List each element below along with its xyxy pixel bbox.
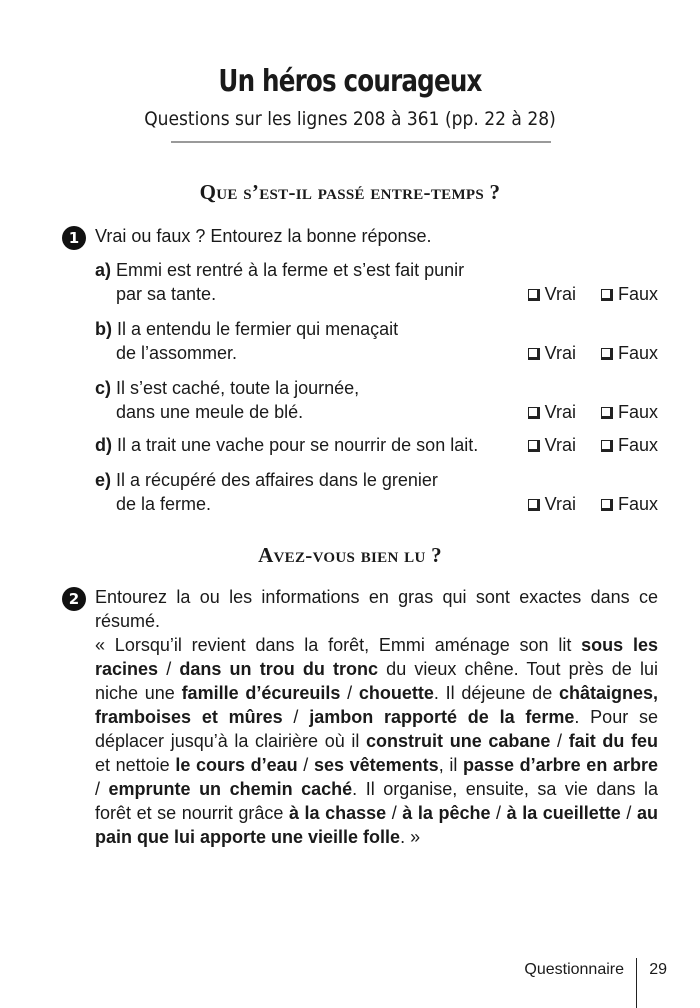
question-1-prompt: Vrai ou faux ? Entourez la bonne réponse. [95, 226, 432, 246]
summary-segment: . » [400, 827, 421, 847]
bold-option[interactable]: construit une cabane [366, 731, 551, 751]
summary-segment: « Lorsqu’il revient dans la forêt, Emmi aménage son lit [95, 635, 582, 655]
question-1-item-e [95, 468, 660, 516]
summary-segment: / [620, 803, 637, 823]
summary-segment: / [340, 683, 359, 703]
summary-segment: . Il déjeune de [433, 683, 559, 703]
item-text-line2: de la ferme. [116, 494, 212, 514]
question-1-item-d [95, 433, 660, 457]
page-footer [500, 958, 700, 1008]
bold-option[interactable]: à la cueillette [506, 803, 621, 823]
page-number: 29 [649, 961, 667, 978]
item-text-line1: Il s’est caché, toute la journée, [116, 378, 360, 398]
bold-option[interactable]: chouette [358, 683, 434, 703]
option-faux-c[interactable]: Faux [601, 400, 658, 424]
summary-text [95, 633, 658, 849]
option-faux-d[interactable]: Faux [601, 433, 658, 457]
bold-option[interactable]: ses vêtements [313, 755, 439, 775]
question-1-item-c [95, 376, 660, 424]
page-subtitle: Questions sur les lignes 208 à 361 (pp. 22 à 28) [144, 108, 556, 130]
bold-option[interactable]: à la chasse [288, 803, 387, 823]
item-text-line2: dans une meule de blé. [116, 402, 304, 422]
footer-label: Questionnaire [524, 961, 624, 978]
checkbox-icon[interactable] [528, 440, 540, 452]
summary-segment: du vieux chêne. Tout près de lui niche une [95, 659, 658, 703]
summary-segment: / [386, 803, 403, 823]
summary-segment: / [95, 779, 109, 799]
checkbox-icon[interactable] [528, 499, 540, 511]
item-text-line1: Il a entendu le fermier qui menaçait [117, 319, 399, 339]
checkbox-icon[interactable] [528, 407, 540, 419]
summary-segment: / [550, 731, 569, 751]
item-text-line1: Il a récupéré des affaires dans le grenier [116, 470, 438, 490]
item-letter: a) [95, 260, 112, 280]
bold-option[interactable]: châtaignes, framboises et mûres [95, 683, 658, 727]
question-1-item-a [95, 258, 660, 306]
bold-option[interactable]: à la pêche [402, 803, 491, 823]
option-faux-e[interactable]: Faux [601, 492, 658, 516]
checkbox-icon[interactable] [528, 289, 540, 301]
bold-option[interactable]: au pain que lui apporte une vieille folle [95, 803, 658, 847]
checkbox-icon[interactable] [601, 499, 613, 511]
summary-segment: , il [438, 755, 463, 775]
checkbox-icon[interactable] [528, 348, 540, 360]
summary-segment: . Pour se déplacer jusqu’à la clairière où il [95, 707, 658, 751]
summary-segment: / [490, 803, 507, 823]
question-2-body [95, 585, 658, 849]
item-letter: b) [95, 319, 112, 339]
item-text-line1: Emmi est rentré à la ferme et s’est fait punir [116, 260, 465, 280]
bold-option[interactable]: passe d’arbre en arbre [462, 755, 658, 775]
bold-option[interactable]: le cours d’eau [175, 755, 298, 775]
item-letter: e) [95, 470, 112, 490]
section-heading-2: Avez-vous bien lu ? [258, 543, 442, 567]
option-faux-a[interactable]: Faux [601, 282, 658, 306]
bold-option[interactable]: sous les racines [95, 635, 658, 679]
item-letter: d) [95, 435, 112, 455]
option-vrai-a[interactable]: Vrai [528, 282, 576, 306]
checkbox-icon[interactable] [601, 289, 613, 301]
summary-segment: . Il organise, ensuite, sa vie dans la forêt et se nourrit grâce [95, 779, 658, 823]
item-text-line2: de l’assommer. [116, 343, 238, 363]
section-heading-1: Que s’est-il passé entre-temps ? [199, 180, 501, 204]
checkbox-icon[interactable] [601, 440, 613, 452]
bold-option[interactable]: fait du feu [568, 731, 658, 751]
option-vrai-d[interactable]: Vrai [528, 433, 576, 457]
bold-option[interactable]: dans un trou du tronc [179, 659, 379, 679]
question-number-1-badge: 1 [62, 226, 86, 250]
bold-option[interactable]: famille d’écureuils [181, 683, 341, 703]
option-vrai-c[interactable]: Vrai [528, 400, 576, 424]
title-divider [171, 141, 551, 143]
summary-segment: et nettoie [95, 755, 176, 775]
summary-segment: / [282, 707, 310, 727]
question-1-item-b [95, 317, 660, 365]
footer-separator [636, 958, 637, 1008]
item-text-line1: Il a trait une vache pour se nourrir de son lait. [117, 435, 479, 455]
question-number-2-badge: 2 [62, 587, 86, 611]
checkbox-icon[interactable] [601, 348, 613, 360]
option-vrai-b[interactable]: Vrai [528, 341, 576, 365]
item-text-line2: par sa tante. [116, 284, 217, 304]
question-2-prompt: Entourez la ou les informations en gras qui sont exactes dans ce résumé. [95, 587, 658, 631]
page-title: Un héros courageux [218, 64, 482, 99]
checkbox-icon[interactable] [601, 407, 613, 419]
option-faux-b[interactable]: Faux [601, 341, 658, 365]
item-letter: c) [95, 378, 112, 398]
bold-option[interactable]: emprunte un chemin caché [108, 779, 353, 799]
bold-option[interactable]: jambon rapporté de la ferme [309, 707, 575, 727]
summary-segment: / [297, 755, 314, 775]
summary-segment: / [158, 659, 180, 679]
option-vrai-e[interactable]: Vrai [528, 492, 576, 516]
